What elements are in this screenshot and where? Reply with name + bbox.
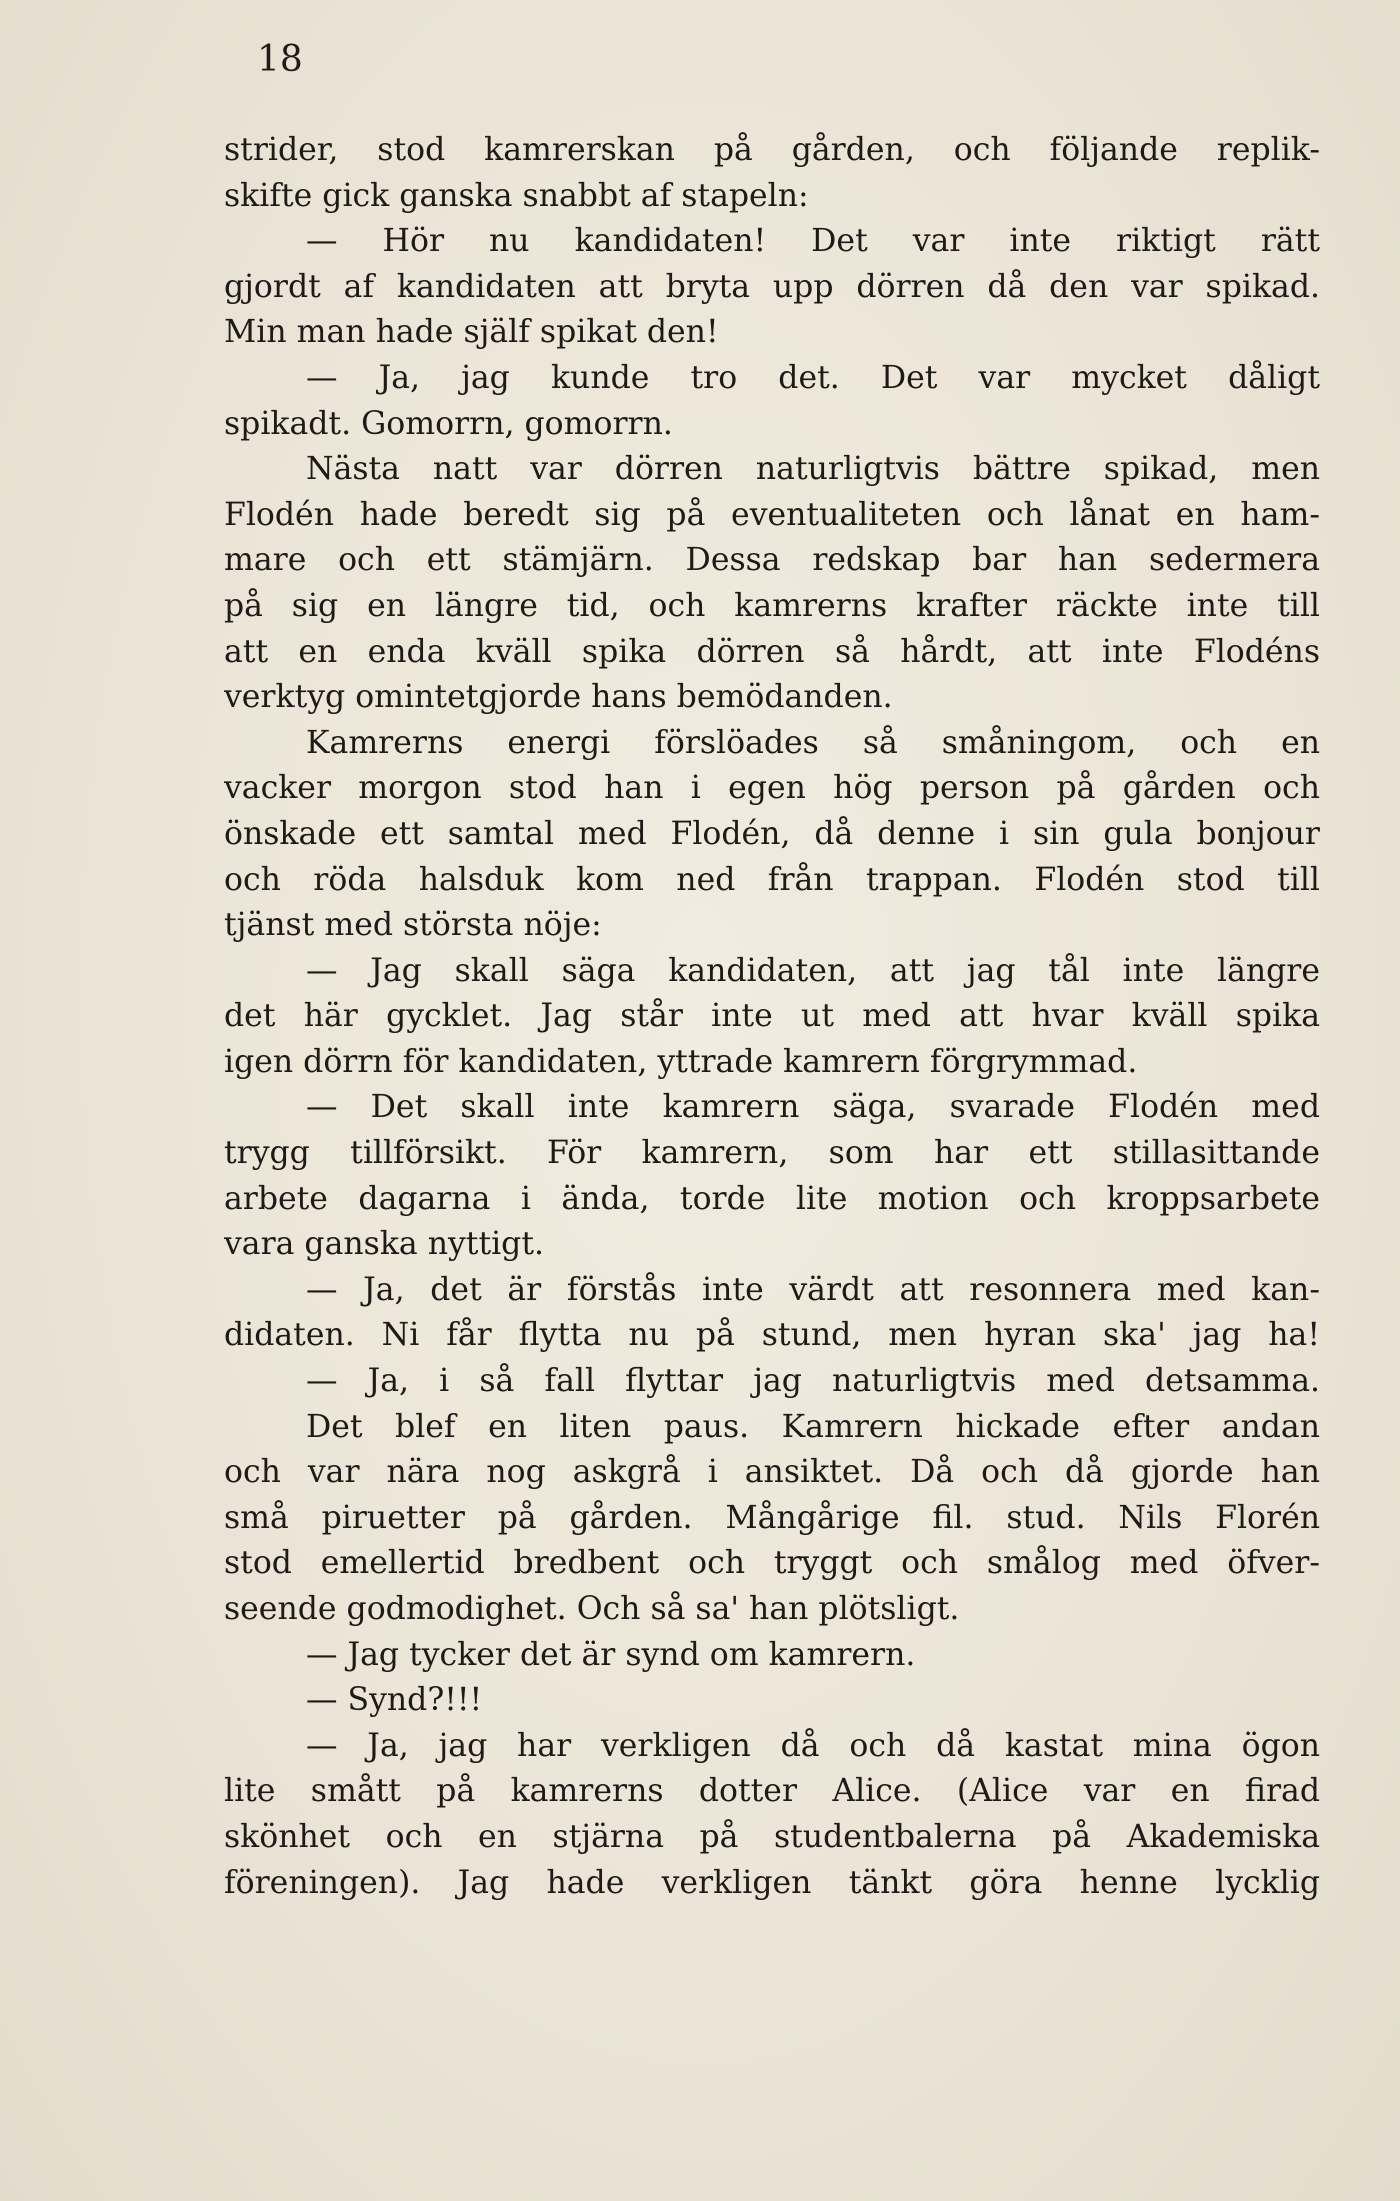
text-line: skönhet och en stjärna på studentbalerna på Akademiska: [224, 1818, 1320, 1855]
text-line: — Ja, jag har verkligen då och då kastat mina ögon: [306, 1727, 1320, 1764]
text-line: vara ganska nyttigt.: [224, 1226, 545, 1263]
text-line: Min man hade själf spikat den!: [224, 314, 719, 351]
text-line: spikadt. Gomorrn, gomorrn.: [224, 405, 673, 442]
text-line: små piruetter på gården. Mångårige fil. stud. Nils Florén: [224, 1499, 1320, 1536]
body-text: [224, 128, 1320, 1906]
text-line: Det blef en liten paus. Kamrern hickade efter andan: [306, 1408, 1320, 1445]
text-line: lite smått på kamrerns dotter Alice. (Alice var en firad: [224, 1773, 1320, 1810]
text-line: verktyg omintetgjorde hans bemödanden.: [224, 679, 893, 716]
text-line: vacker morgon stod han i egen hög person på gården och: [224, 770, 1320, 807]
text-line: seende godmodighet. Och så sa' han plötsligt.: [224, 1591, 960, 1627]
text-line: didaten. Ni får flytta nu på stund, men hyran ska' jag ha!: [224, 1317, 1320, 1354]
text-line: stod emellertid bredbent och tryggt och smålog med öfver-: [224, 1545, 1320, 1582]
text-line: igen dörrn för kandidaten, yttrade kamrern förgrymmad.: [224, 1043, 1138, 1080]
text-line: arbete dagarna i ända, torde lite motion och kroppsarbete: [224, 1180, 1320, 1217]
page-number: 18: [257, 39, 303, 80]
text-line: det här gycklet. Jag står inte ut med att hvar kväll spika: [224, 998, 1320, 1035]
text-line: Nästa natt var dörren naturligtvis bättre spikad, men: [306, 451, 1320, 488]
text-line: trygg tillförsikt. För kamrern, som har ett stillasittande: [224, 1135, 1320, 1172]
text-line: önskade ett samtal med Flodén, då denne i sin gula bonjour: [224, 815, 1320, 852]
text-line: föreningen). Jag hade verkligen tänkt göra henne lycklig: [224, 1864, 1320, 1901]
text-line: och röda halsduk kom ned från trappan. Flodén stod till: [224, 861, 1320, 898]
text-line: skifte gick ganska snabbt af stapeln:: [224, 177, 809, 214]
text-line: mare och ett stämjärn. Dessa redskap bar han sedermera: [224, 542, 1320, 579]
text-line: tjänst med största nöje:: [224, 907, 602, 944]
text-line: — Ja, det är förstås inte värdt att resonnera med kan-: [306, 1271, 1320, 1308]
text-line: — Det skall inte kamrern säga, svarade Flodén med: [306, 1089, 1320, 1126]
text-line: strider, stod kamrerskan på gården, och följande replik-: [224, 132, 1320, 168]
text-line: Kamrerns energi förslöades så småningom, och en: [306, 724, 1320, 761]
text-line: — Ja, jag kunde tro det. Det var mycket dåligt: [306, 359, 1320, 396]
text-line: gjordt af kandidaten att bryta upp dörren då den var spikad.: [224, 268, 1320, 305]
text-line: att en enda kväll spika dörren så hårdt, att inte Flodéns: [224, 633, 1320, 670]
text-line: — Jag tycker det är synd om kamrern.: [306, 1636, 916, 1673]
text-line: — Ja, i så fall flyttar jag naturligtvis med detsamma.: [306, 1363, 1320, 1400]
text-line: — Hör nu kandidaten! Det var inte riktigt rätt: [306, 223, 1320, 260]
text-line: — Synd?!!!: [306, 1682, 483, 1719]
text-line: och var nära nog askgrå i ansiktet. Då och då gjorde han: [224, 1454, 1320, 1491]
text-line: — Jag skall säga kandidaten, att jag tål inte längre: [306, 952, 1320, 989]
text-line: Flodén hade beredt sig på eventualiteten och lånat en ham-: [224, 496, 1320, 533]
text-line: på sig en längre tid, och kamrerns krafter räckte inte till: [224, 587, 1320, 624]
